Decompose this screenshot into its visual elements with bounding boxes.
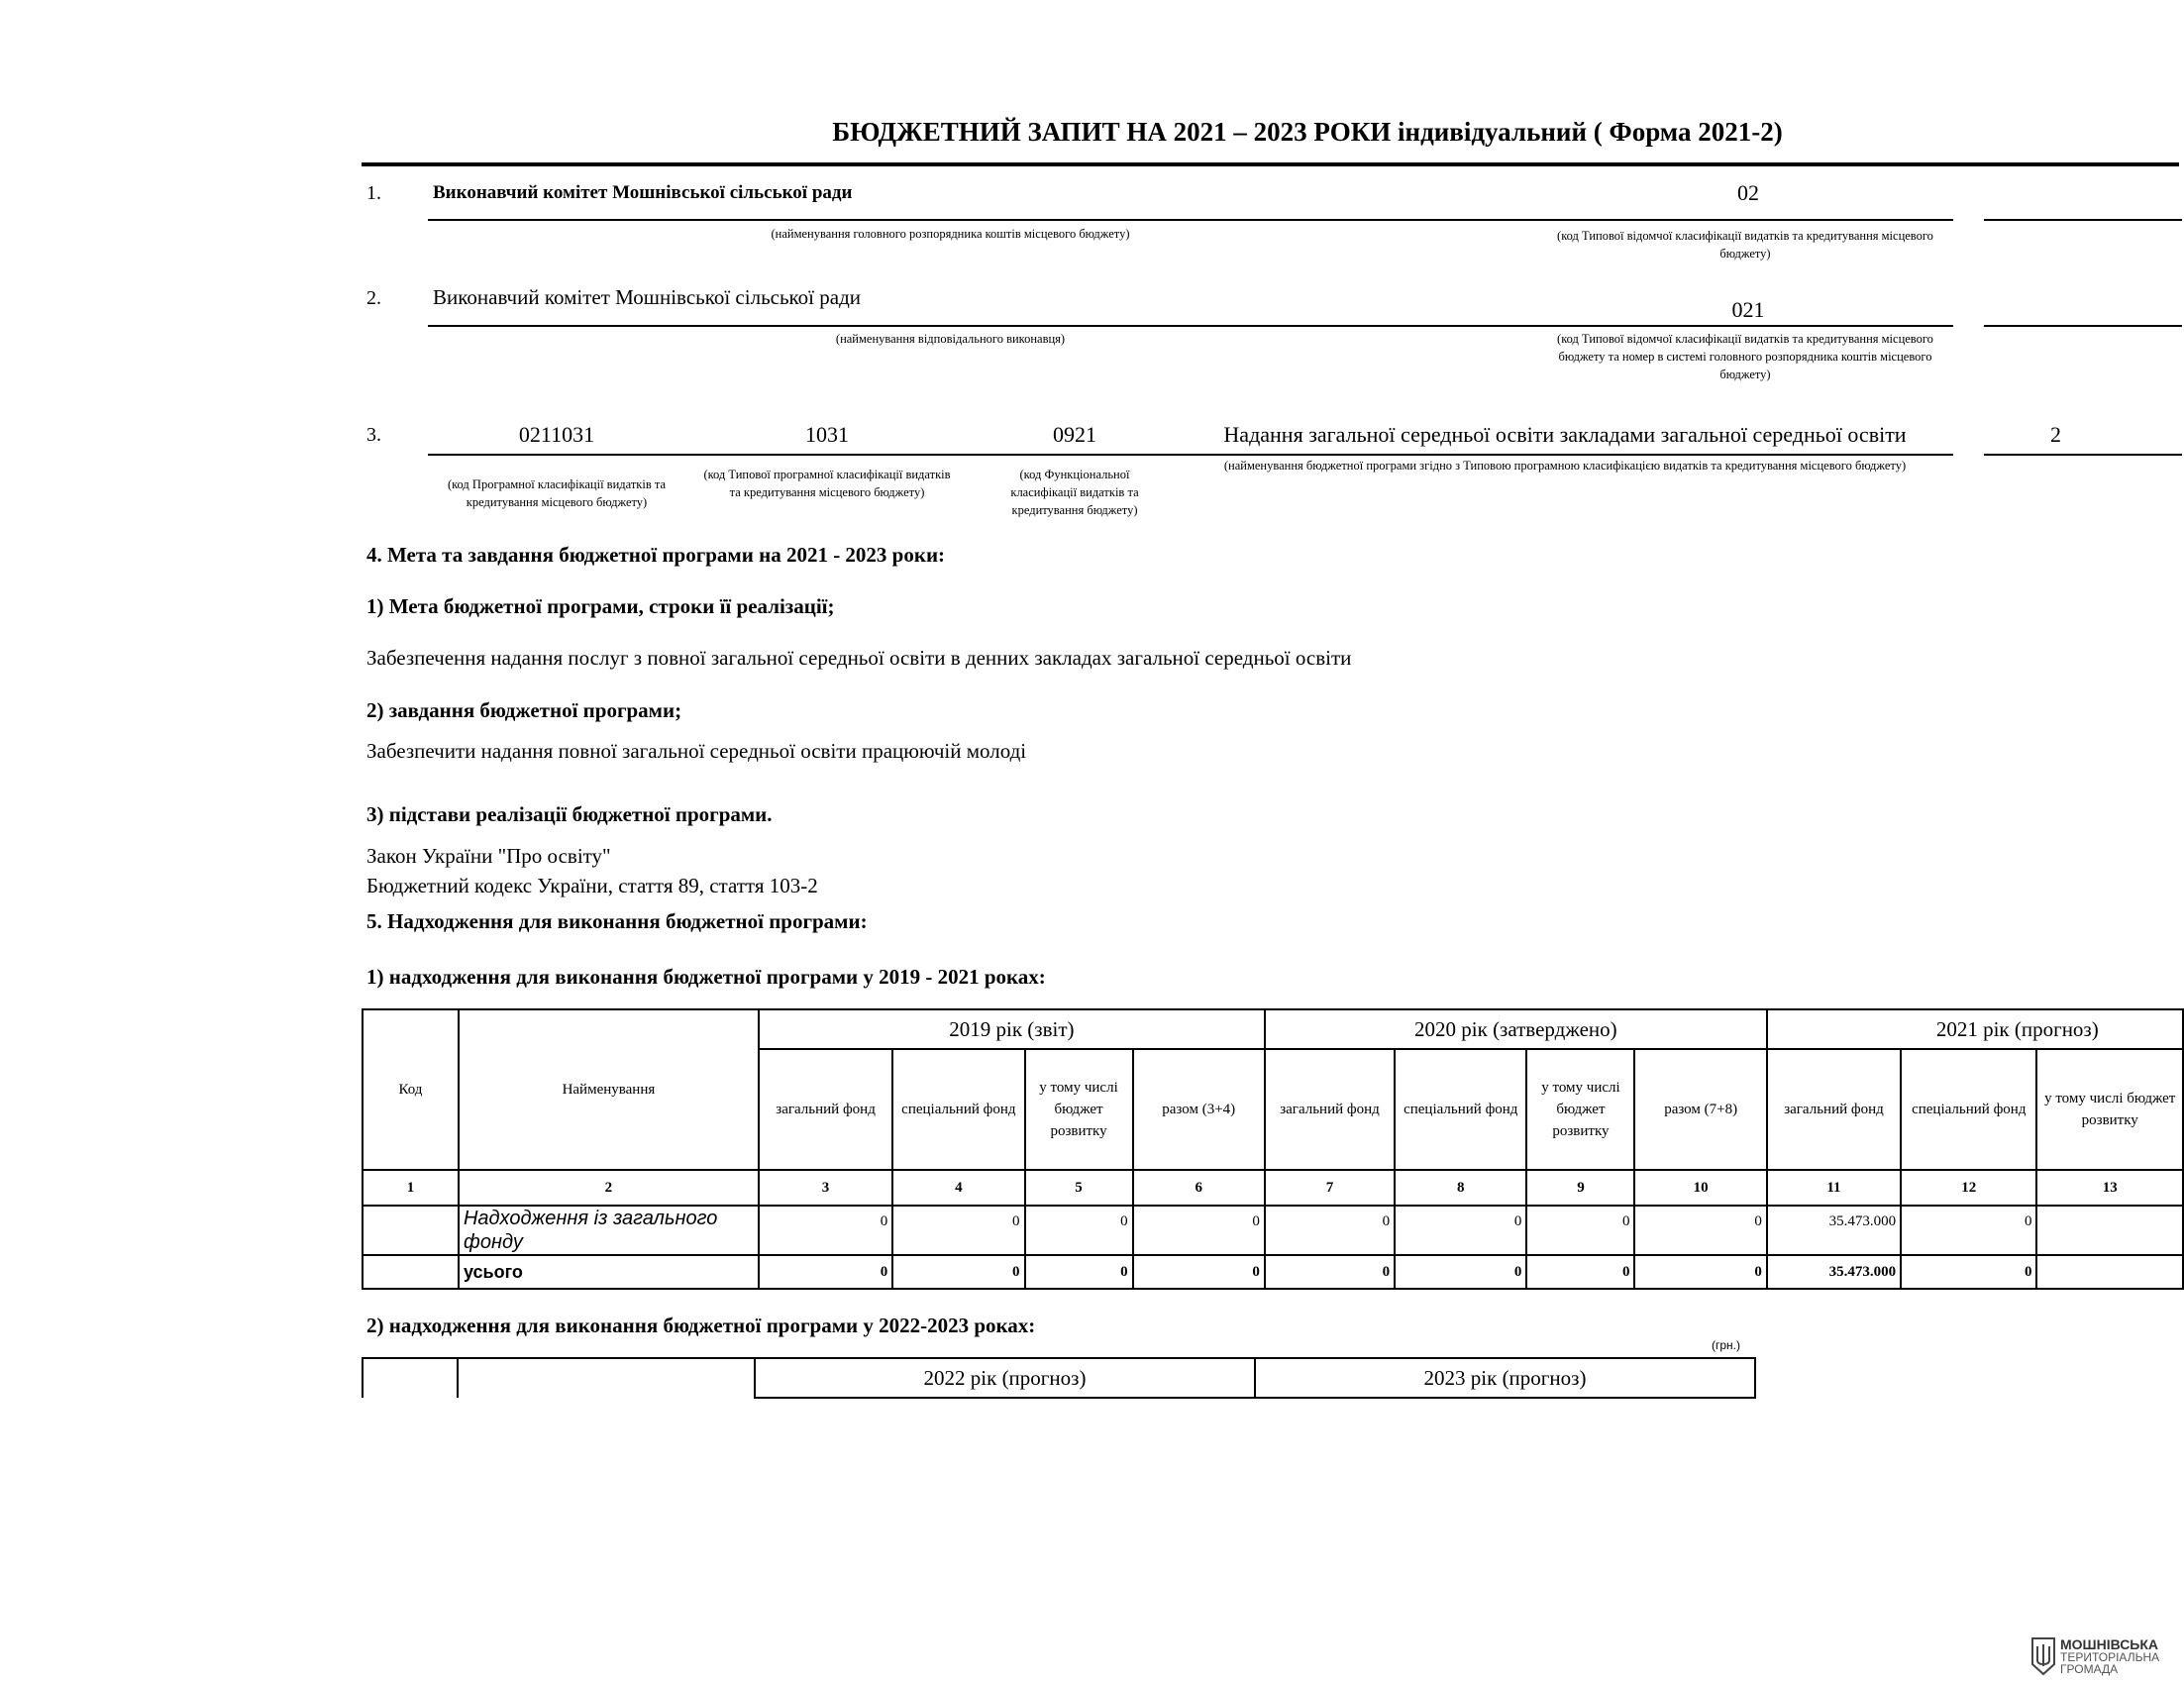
item2-number: 2. — [366, 287, 381, 309]
logo-line-1: МОШНІВСЬКА — [2060, 1635, 2159, 1652]
row1-value: 0 — [759, 1206, 892, 1255]
col-num: 1 — [363, 1170, 459, 1206]
row1-name-text: Надходження із загального фонду — [463, 1208, 718, 1253]
item3-underline-right — [1984, 454, 2182, 456]
row1-code — [363, 1206, 459, 1255]
row1-value: 0 — [1901, 1206, 2036, 1255]
col-num: 7 — [1265, 1170, 1395, 1206]
item1-underline-right — [1984, 219, 2182, 221]
t2-header-year-2022: 2022 рік (прогноз) — [755, 1358, 1255, 1398]
item3-caption-functional: (код Функціональної класифікації видатків та кредитування бюджету) — [1010, 468, 1139, 517]
row1-value: 0 — [1395, 1206, 1526, 1255]
total-value: 35.473.000 — [1767, 1255, 1901, 1289]
logo-line-2: ТЕРИТОРІАЛЬНА — [2060, 1649, 2160, 1664]
row1-value — [2036, 1206, 2183, 1255]
item2-underline — [428, 325, 1953, 327]
table-row — [363, 1206, 2183, 1255]
row1-value: 0 — [1025, 1206, 1133, 1255]
goal-heading: 1) Мета бюджетної програми, строки її реалізації; — [366, 594, 835, 618]
item1-number: 1. — [366, 182, 381, 204]
total-code — [363, 1255, 459, 1289]
col-num: 4 — [892, 1170, 1024, 1206]
item2-name-caption: (найменування відповідального виконавця) — [835, 332, 1066, 346]
header-2019-general: загальний фонд — [759, 1049, 892, 1170]
income-table-2022-2023 — [362, 1357, 1756, 1399]
row1-value: 35.473.000 — [1767, 1206, 1901, 1255]
table-row-total — [363, 1255, 2183, 1289]
col-num: 11 — [1767, 1170, 1901, 1206]
item3-caption-typical: (код Типової програмної класифікації видатків та кредитування місцевого бюджету) — [703, 468, 951, 499]
unit-label: (грн.) — [1712, 1338, 1741, 1352]
item1-name-caption: (найменування головного розпорядника коштів місцевого бюджету) — [771, 227, 1130, 241]
item1-code: 02 — [1737, 180, 1759, 205]
header-2020-dev: у тому числі бюджет розвитку — [1526, 1049, 1634, 1170]
t2-header-year-2023: 2023 рік (прогноз) — [1255, 1358, 1755, 1398]
item2-code-caption: (код Типової відомчої класифікації видатків та кредитування місцевого бюджету та номер в системі головного розпорядника коштів місцевого бюджету) — [1557, 332, 1933, 381]
item3-program-code: 0211031 — [518, 422, 595, 447]
income-2022-2023-heading: 2) надходження для виконання бюджетної програми у 2022-2023 роках: — [366, 1314, 1036, 1337]
header-year-2019: 2019 рік (звіт) — [759, 1009, 1265, 1049]
t2-header-name — [458, 1358, 755, 1398]
total-value: 0 — [759, 1255, 892, 1289]
t2-header-code — [363, 1358, 458, 1398]
total-value — [2036, 1255, 2183, 1289]
task-text: Забезпечити надання повної загальної середньої освіти працюючій молоді — [366, 739, 1027, 763]
total-value: 0 — [1526, 1255, 1634, 1289]
basis-line-1: Закон України "Про освіту" — [366, 844, 611, 868]
item3-typical-code: 1031 — [805, 422, 849, 447]
total-value: 0 — [1634, 1255, 1766, 1289]
item3-number: 3. — [366, 424, 381, 446]
basis-line-2: Бюджетний кодекс України, стаття 89, стаття 103-2 — [366, 874, 818, 897]
col-num: 2 — [459, 1170, 759, 1206]
col-num: 12 — [1901, 1170, 2036, 1206]
goal-text: Забезпечення надання послуг з повної загальної середньої освіти в денних закладах загальної середньої освіти — [366, 646, 1352, 670]
total-value: 0 — [1025, 1255, 1133, 1289]
header-2019-dev: у тому числі бюджет розвитку — [1025, 1049, 1133, 1170]
header-2021-dev: у тому числі бюджет розвитку — [2036, 1049, 2183, 1170]
logo-line-3: ГРОМАДА — [2060, 1661, 2119, 1676]
header-year-2021: 2021 рік (прогноз) — [1767, 1009, 2183, 1049]
item3-caption-program: (код Програмної класифікації видатків та кредитування місцевого бюджету) — [447, 477, 667, 509]
header-name: Найменування — [459, 1009, 759, 1170]
income-2019-2021-heading: 1) надходження для виконання бюджетної програми у 2019 - 2021 роках: — [366, 965, 1046, 989]
header-2020-special: спеціальний фонд — [1395, 1049, 1526, 1170]
section5-heading: 5. Надходження для виконання бюджетної програми: — [366, 909, 868, 933]
item2-underline-right — [1984, 325, 2182, 327]
header-2021-general: загальний фонд — [1767, 1049, 1901, 1170]
total-value: 0 — [1265, 1255, 1395, 1289]
col-num: 8 — [1395, 1170, 1526, 1206]
document-title: БЮДЖЕТНИЙ ЗАПИТ НА 2021 – 2023 РОКИ індивідуальний ( Форма 2021-2) — [832, 117, 1783, 147]
item3-functional-code: 0921 — [1053, 422, 1096, 447]
item3-program-name: Надання загальної середньої освіти закладами загальної середньої освіти — [1223, 422, 1907, 447]
row1-value: 0 — [892, 1206, 1024, 1255]
col-num: 5 — [1025, 1170, 1133, 1206]
item1-underline — [428, 219, 1953, 221]
item1-code-caption: (код Типової відомчої класифікації видатків та кредитування місцевого бюджету) — [1557, 229, 1933, 261]
total-name: усього — [459, 1255, 759, 1289]
col-num: 6 — [1133, 1170, 1265, 1206]
row1-value: 0 — [1634, 1206, 1766, 1255]
total-value: 0 — [1133, 1255, 1265, 1289]
header-2020-sum: разом (7+8) — [1634, 1049, 1766, 1170]
col-num: 3 — [759, 1170, 892, 1206]
title-rule — [362, 162, 2179, 166]
item3-caption-name: (найменування бюджетної програми згідно з Типовою програмною класифікацією видатків та кредитування місцевого бюджету) — [1223, 459, 1907, 473]
row1-value: 0 — [1526, 1206, 1634, 1255]
col-num: 9 — [1526, 1170, 1634, 1206]
item2-name: Виконавчий комітет Мошнівської сільської ради — [433, 285, 862, 309]
header-code: Код — [363, 1009, 459, 1170]
total-value: 0 — [1901, 1255, 2036, 1289]
community-logo — [2030, 1636, 2159, 1676]
row1-name — [459, 1206, 759, 1255]
basis-heading: 3) підстави реалізації бюджетної програми. — [366, 802, 773, 826]
item2-code: 021 — [1731, 297, 1765, 322]
header-2021-special: спеціальний фонд — [1901, 1049, 2036, 1170]
section4-heading: 4. Мета та завдання бюджетної програми на 2021 - 2023 роки: — [366, 543, 946, 567]
row1-value: 0 — [1133, 1206, 1265, 1255]
task-heading: 2) завдання бюджетної програми; — [366, 698, 682, 722]
trident-icon — [2030, 1636, 2056, 1676]
col-num: 10 — [1634, 1170, 1766, 1206]
col-num: 13 — [2036, 1170, 2183, 1206]
total-value: 0 — [892, 1255, 1024, 1289]
row1-value: 0 — [1265, 1206, 1395, 1255]
total-value: 0 — [1395, 1255, 1526, 1289]
item3-underline — [428, 454, 1953, 456]
income-table-2019-2021 — [362, 1008, 2184, 1290]
header-2019-special: спеціальний фонд — [892, 1049, 1024, 1170]
header-year-2020: 2020 рік (затверджено) — [1265, 1009, 1767, 1049]
item1-name: Виконавчий комітет Мошнівської сільської ради — [433, 182, 853, 203]
item3-trail: 2 — [2050, 422, 2061, 447]
header-2020-general: загальний фонд — [1265, 1049, 1395, 1170]
logo-text — [2060, 1635, 2160, 1676]
header-2019-sum: разом (3+4) — [1133, 1049, 1265, 1170]
